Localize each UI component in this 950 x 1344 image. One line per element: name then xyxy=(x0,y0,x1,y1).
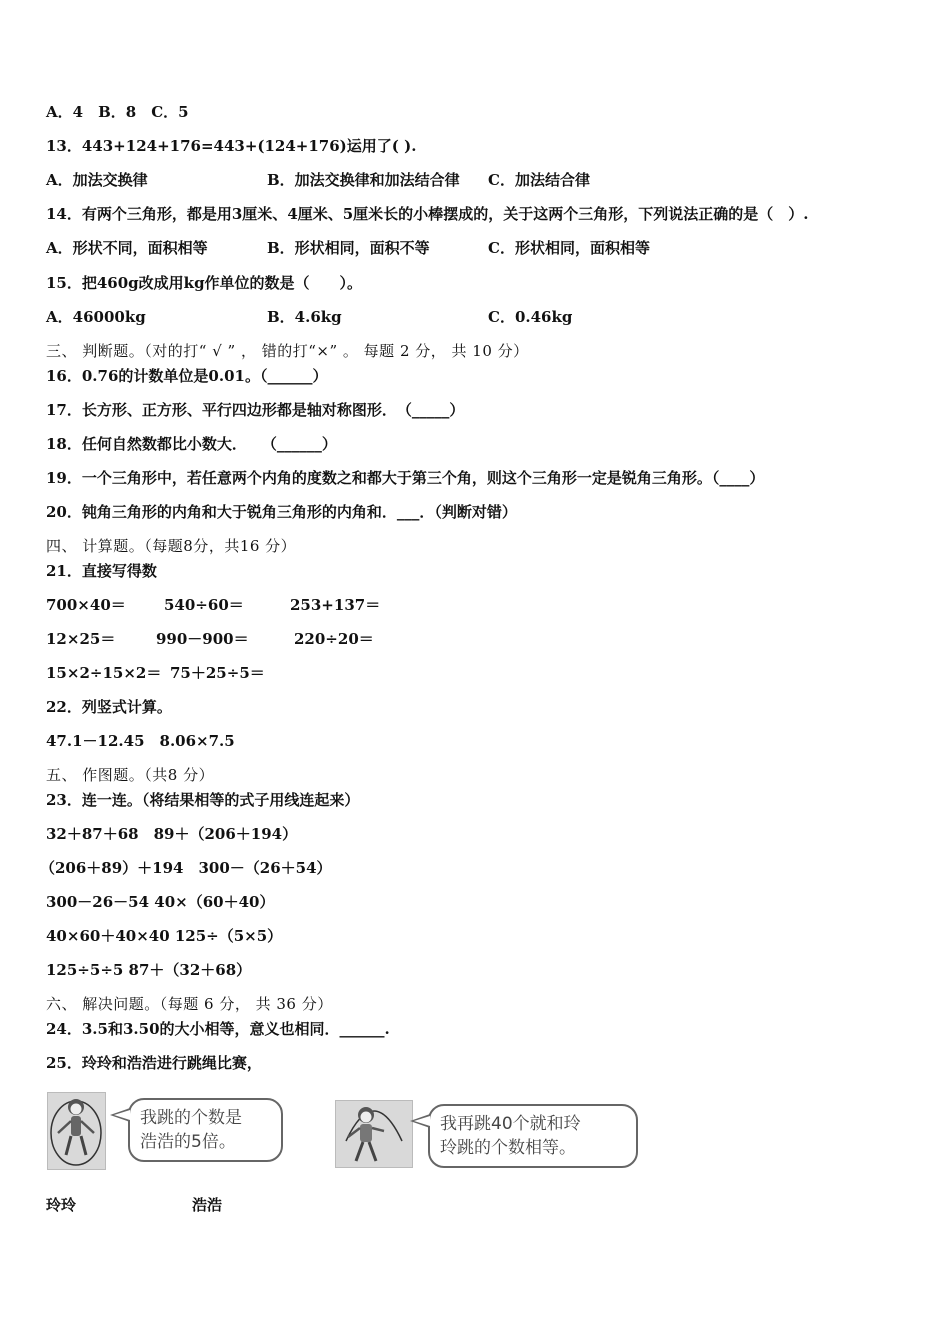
q23-stem: 23．连一连。（将结果相等的式子用线连起来） xyxy=(46,791,360,809)
q21-item: 990－900＝ xyxy=(156,630,249,648)
q21-item: 220÷20＝ xyxy=(294,630,374,648)
girl-jumping-rope-image xyxy=(47,1092,106,1170)
section-3-title: 三、 判断题。（对的打“ √ ” ， 错的打“×” 。 每题 2 分， 共 10 分） xyxy=(46,342,529,360)
q21-item: 15×2÷15×2＝ xyxy=(46,664,162,682)
q18: 18．任何自然数都比小数大． （______） xyxy=(46,435,337,453)
bubble-line: 我再跳40个就和玲 xyxy=(440,1114,581,1134)
q15-stem: 15．把460g改成用kg作单位的数是（ ）。 xyxy=(46,274,363,292)
q14-option-a: A．形状不同，面积相等 xyxy=(46,239,208,257)
q15-option-b: B．4.6kg xyxy=(267,308,342,326)
q21-item: 540÷60＝ xyxy=(164,596,244,614)
q14-option-b: B．形状相同，面积不等 xyxy=(267,239,430,257)
q21-item: 12×25＝ xyxy=(46,630,116,648)
q23-row: 40×60＋40×40 125÷（5×5） xyxy=(46,927,283,945)
bubble-line: 我跳的个数是 xyxy=(140,1108,242,1128)
boy-jumping-rope-image xyxy=(335,1100,413,1168)
girl-figure-icon xyxy=(48,1093,105,1169)
q20: 20．钝角三角形的内角和大于锐角三角形的内角和．___．（判断对错） xyxy=(46,503,517,521)
q12-options: A．4 B．8 C．5 xyxy=(46,103,189,121)
name-linglin: 玲玲 xyxy=(46,1196,77,1214)
q17: 17．长方形、正方形、平行四边形都是轴对称图形． （_____） xyxy=(46,401,465,419)
q21-item: 700×40＝ xyxy=(46,596,126,614)
q19: 19．一个三角形中，若任意两个内角的度数之和都大于第三个角，则这个三角形一定是锐角三角形。（____） xyxy=(46,469,765,487)
bubble-tail xyxy=(114,1110,130,1120)
q24: 24．3.5和3.50的大小相等，意义也相同．______. xyxy=(46,1020,390,1038)
q22-items: 47.1－12.45 8.06×7.5 xyxy=(46,732,235,750)
q21-item: 75＋25÷5＝ xyxy=(170,664,265,682)
bubble-tail xyxy=(414,1116,430,1126)
q23-row: 300－26－54 40×（60＋40） xyxy=(46,893,275,911)
q21-stem: 21．直接写得数 xyxy=(46,562,157,580)
q14-stem: 14．有两个三角形，都是用3厘米、4厘米、5厘米长的小棒摆成的，关于这两个三角形，下列说法正确的是（ ）. xyxy=(46,205,809,223)
q15-option-a: A．46000kg xyxy=(46,308,146,326)
section-6-title: 六、 解决问题。（每题 6 分， 共 36 分） xyxy=(46,995,333,1013)
q13-option-c: C．加法结合律 xyxy=(488,171,590,189)
bubble-line: 玲跳的个数相等。 xyxy=(440,1138,576,1158)
q13-option-b: B．加法交换律和加法结合律 xyxy=(267,171,460,189)
q14-option-c: C．形状相同，面积相等 xyxy=(488,239,650,257)
name-haohao: 浩浩 xyxy=(192,1196,223,1214)
boy-figure-icon xyxy=(336,1101,412,1167)
q23-row: 125÷5÷5 87＋（32＋68） xyxy=(46,961,252,979)
speech-bubble-haohao xyxy=(428,1104,638,1168)
q23-row: （206＋89）＋194 300－（26＋54） xyxy=(40,859,332,877)
bubble-line: 浩浩的5倍。 xyxy=(140,1132,236,1152)
section-5-title: 五、 作图题。（共8 分） xyxy=(46,766,215,784)
q15-option-c: C．0.46kg xyxy=(488,308,573,326)
q23-row: 32＋87＋68 89＋（206＋194） xyxy=(46,825,298,843)
q16: 16．0.76的计数单位是0.01。（______） xyxy=(46,367,328,385)
q22-stem: 22．列竖式计算。 xyxy=(46,698,172,716)
q25-stem: 25．玲玲和浩浩进行跳绳比赛， xyxy=(46,1054,262,1072)
section-4-title: 四、 计算题。（每题8分，共16 分） xyxy=(46,537,297,555)
speech-bubble-linglin xyxy=(128,1098,283,1162)
q13-option-a: A．加法交换律 xyxy=(46,171,148,189)
q21-item: 253+137＝ xyxy=(290,596,381,614)
q13-stem: 13．443+124+176=443+(124+176)运用了( ). xyxy=(46,137,417,155)
